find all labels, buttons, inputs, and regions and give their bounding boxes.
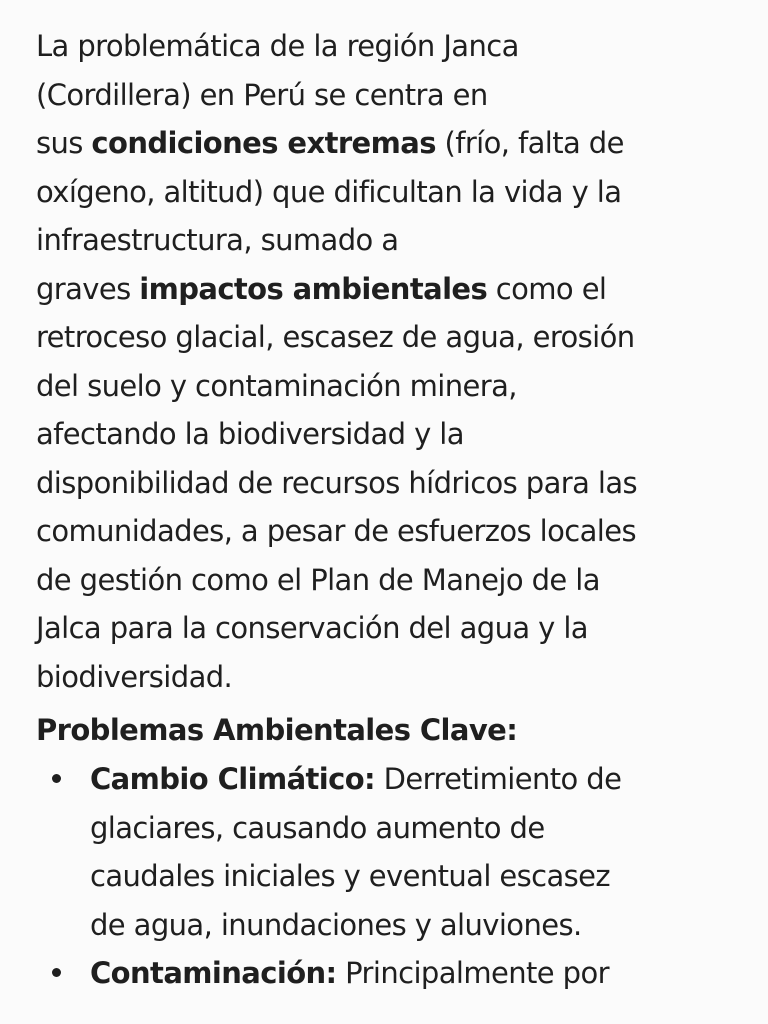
intro-line: de gestión como el Plan de Manejo de la [36,562,600,597]
intro-text: como el [487,271,607,306]
intro-line [36,119,736,168]
list-item-text: Principalmente por [336,956,609,990]
list-item-text: Derretimiento de [375,762,622,796]
bold-phrase: condiciones extremas [91,126,436,160]
intro-line [36,265,736,314]
section-heading: Problemas Ambientales Clave: [36,713,518,747]
intro-text: sus [36,126,92,160]
intro-text: (frío, falta de [435,126,624,160]
problems-list [0,755,768,998]
intro-line: infraestructura, sumado a [36,223,399,257]
intro-line: oxígeno, altitud) que dificultan la vida y la [36,174,622,209]
list-item-label: Contaminación: [90,956,337,990]
bullet-icon [52,968,61,977]
intro-line: afectando la biodiversidad y la [36,417,464,451]
list-item [0,949,768,998]
intro-line: Jalca para la conservación del agua y la [36,611,588,645]
list-item-line [90,949,768,998]
intro-line: La problemática de la región Janca [36,29,519,63]
list-item-line: caudales iniciales y eventual escasez [90,859,611,893]
intro-line: (Cordillera) en Perú se centra en [36,77,488,112]
intro-line: disponibilidad de recursos hídricos para las [36,465,638,500]
list-item-label: Cambio Climático: [90,762,376,796]
list-item-line: de agua, inundaciones y aluviones. [90,907,582,942]
intro-paragraph [36,22,736,701]
bold-phrase: impactos ambientales [139,271,488,306]
list-item-line [90,755,768,804]
bullet-icon [52,774,61,783]
list-item-line: glaciares, causando aumento de [90,810,545,845]
intro-line: biodiversidad. [36,659,233,694]
intro-line: retroceso glacial, escasez de agua, erosión [36,320,635,354]
intro-line: del suelo y contaminación minera, [36,368,517,403]
intro-line: comunidades, a pesar de esfuerzos locales [36,514,636,548]
list-item [0,755,768,949]
intro-text: graves [36,271,140,306]
